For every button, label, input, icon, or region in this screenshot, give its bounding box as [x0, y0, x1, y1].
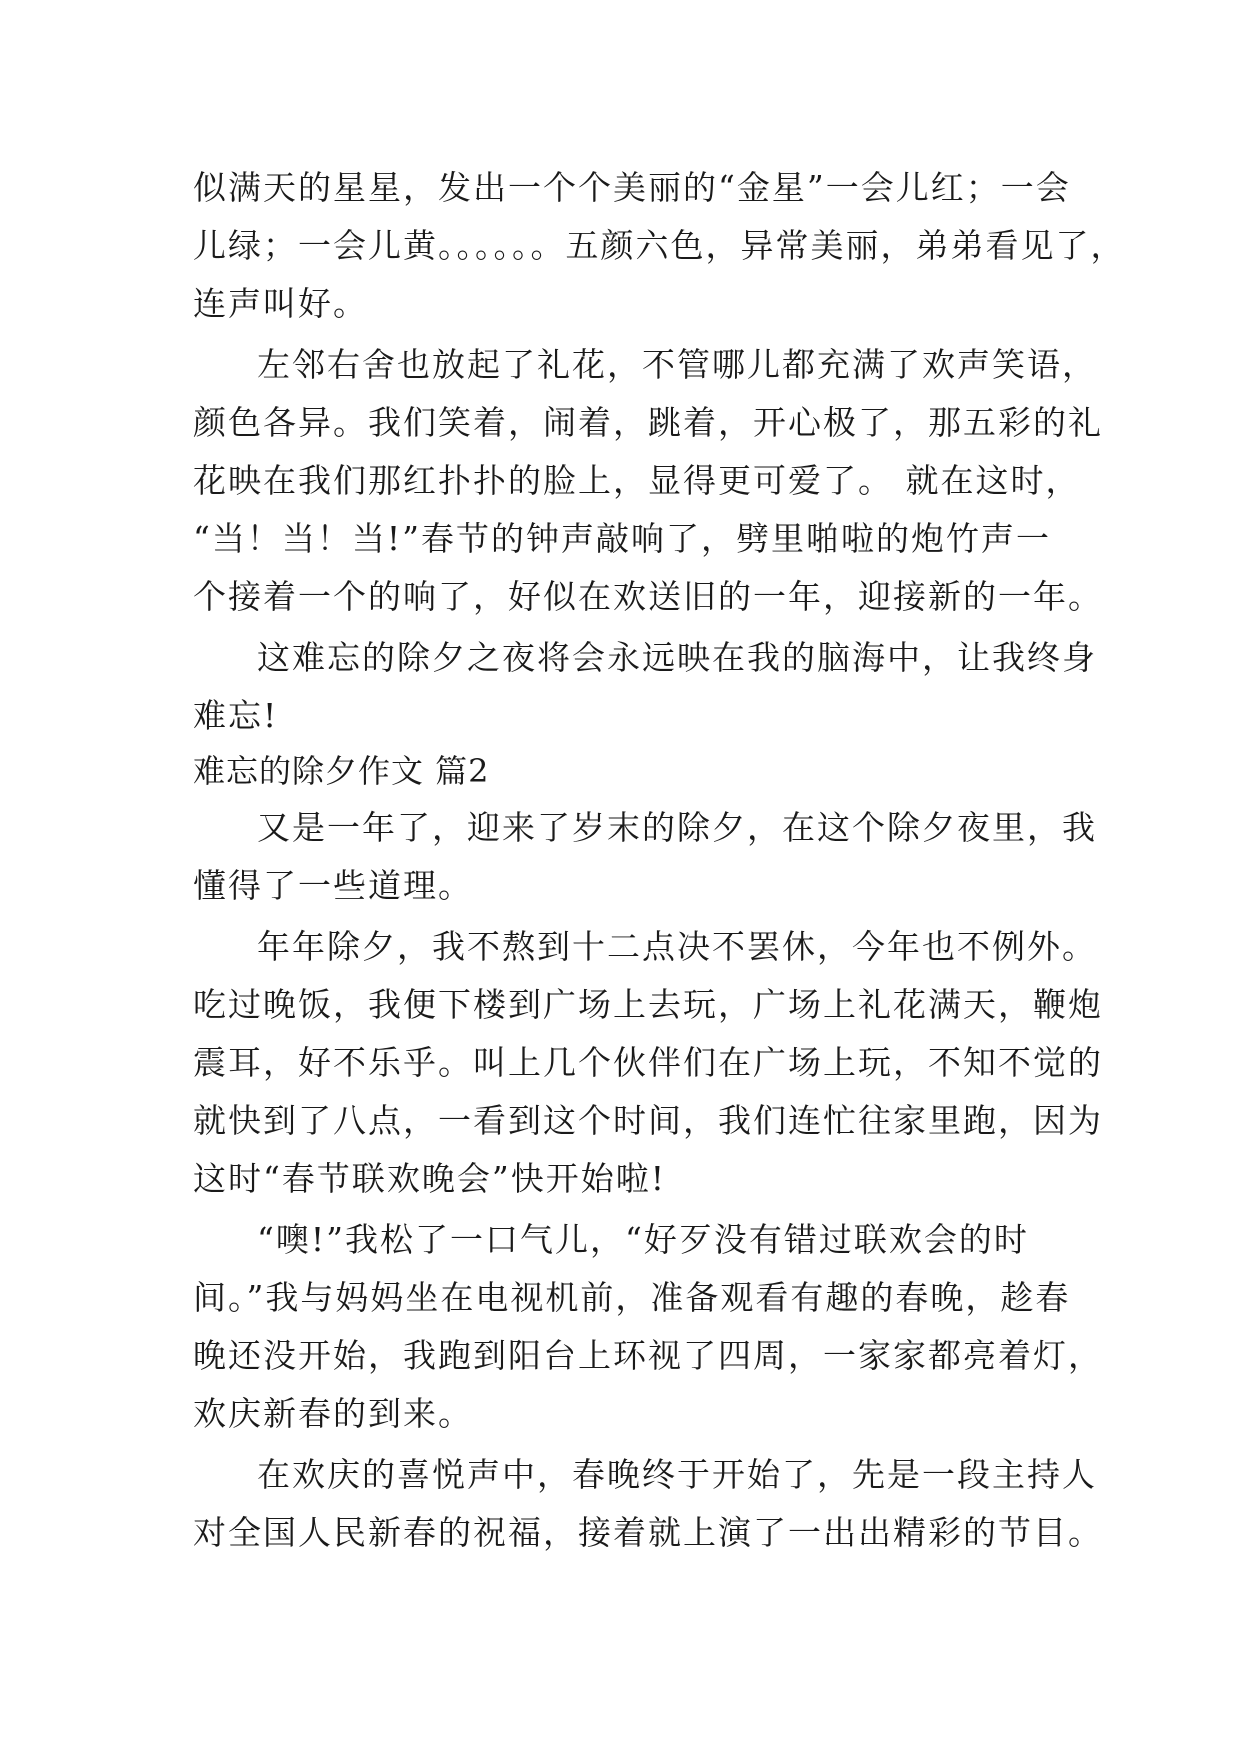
paragraph-line: 左邻右舍也放起了礼花，不管哪儿都充满了欢声笑语，: [257, 345, 1097, 384]
paragraph-line: 似满天的星星，发出一个个美丽的“金星”一会儿红；一会: [193, 168, 1071, 207]
paragraph-line: 这时“春节联欢晚会”快开始啦!: [193, 1159, 667, 1198]
paragraph-line: 个接着一个的响了，好似在欢送旧的一年，迎接新的一年。: [193, 577, 1103, 616]
paragraph-line: 吃过晚饭，我便下楼到广场上去玩，广场上礼花满天，鞭炮: [193, 985, 1103, 1024]
paragraph-line: “当！当！当!”春节的钟声敲响了，劈里啪啦的炮竹声一: [193, 519, 1052, 558]
paragraph-line: 又是一年了，迎来了岁末的除夕，在这个除夕夜里，我: [257, 808, 1097, 847]
paragraph-line: 难忘!: [193, 696, 279, 735]
paragraph-line: 年年除夕，我不熬到十二点决不罢休，今年也不例外。: [257, 927, 1097, 966]
section-heading: 难忘的除夕作文 篇2: [193, 752, 490, 790]
paragraph-line: 就快到了八点，一看到这个时间，我们连忙往家里跑，因为: [193, 1101, 1103, 1140]
paragraph-line: 儿绿；一会儿黄。。。。。。五颜六色，异常美丽，弟弟看见了，: [193, 226, 1126, 265]
paragraph-line: 对全国人民新春的祝福，接着就上演了一出出精彩的节目。: [193, 1513, 1103, 1552]
paragraph-line: 花映在我们那红扑扑的脸上，显得更可爱了。 就在这时，: [193, 461, 1081, 500]
paragraph-line: 颜色各异。我们笑着，闹着，跳着，开心极了，那五彩的礼: [193, 403, 1103, 442]
paragraph-line: 这难忘的除夕之夜将会永远映在我的脑海中，让我终身: [257, 638, 1097, 677]
paragraph-line: 欢庆新春的到来。: [193, 1394, 473, 1433]
paragraph-line: 连声叫好。: [193, 284, 368, 323]
paragraph-line: 懂得了一些道理。: [193, 866, 473, 905]
paragraph-line: 间。”我与妈妈坐在电视机前，准备观看有趣的春晚，趁春: [193, 1278, 1071, 1317]
paragraph-line: 震耳，好不乐乎。叫上几个伙伴们在广场上玩，不知不觉的: [193, 1043, 1103, 1082]
paragraph-line: 晚还没开始，我跑到阳台上环视了四周，一家家都亮着灯，: [193, 1336, 1103, 1375]
paragraph-line: 在欢庆的喜悦声中，春晚终于开始了，先是一段主持人: [257, 1455, 1097, 1494]
paragraph-line: “噢!”我松了一口气儿，“好歹没有错过联欢会的时: [257, 1220, 1029, 1259]
